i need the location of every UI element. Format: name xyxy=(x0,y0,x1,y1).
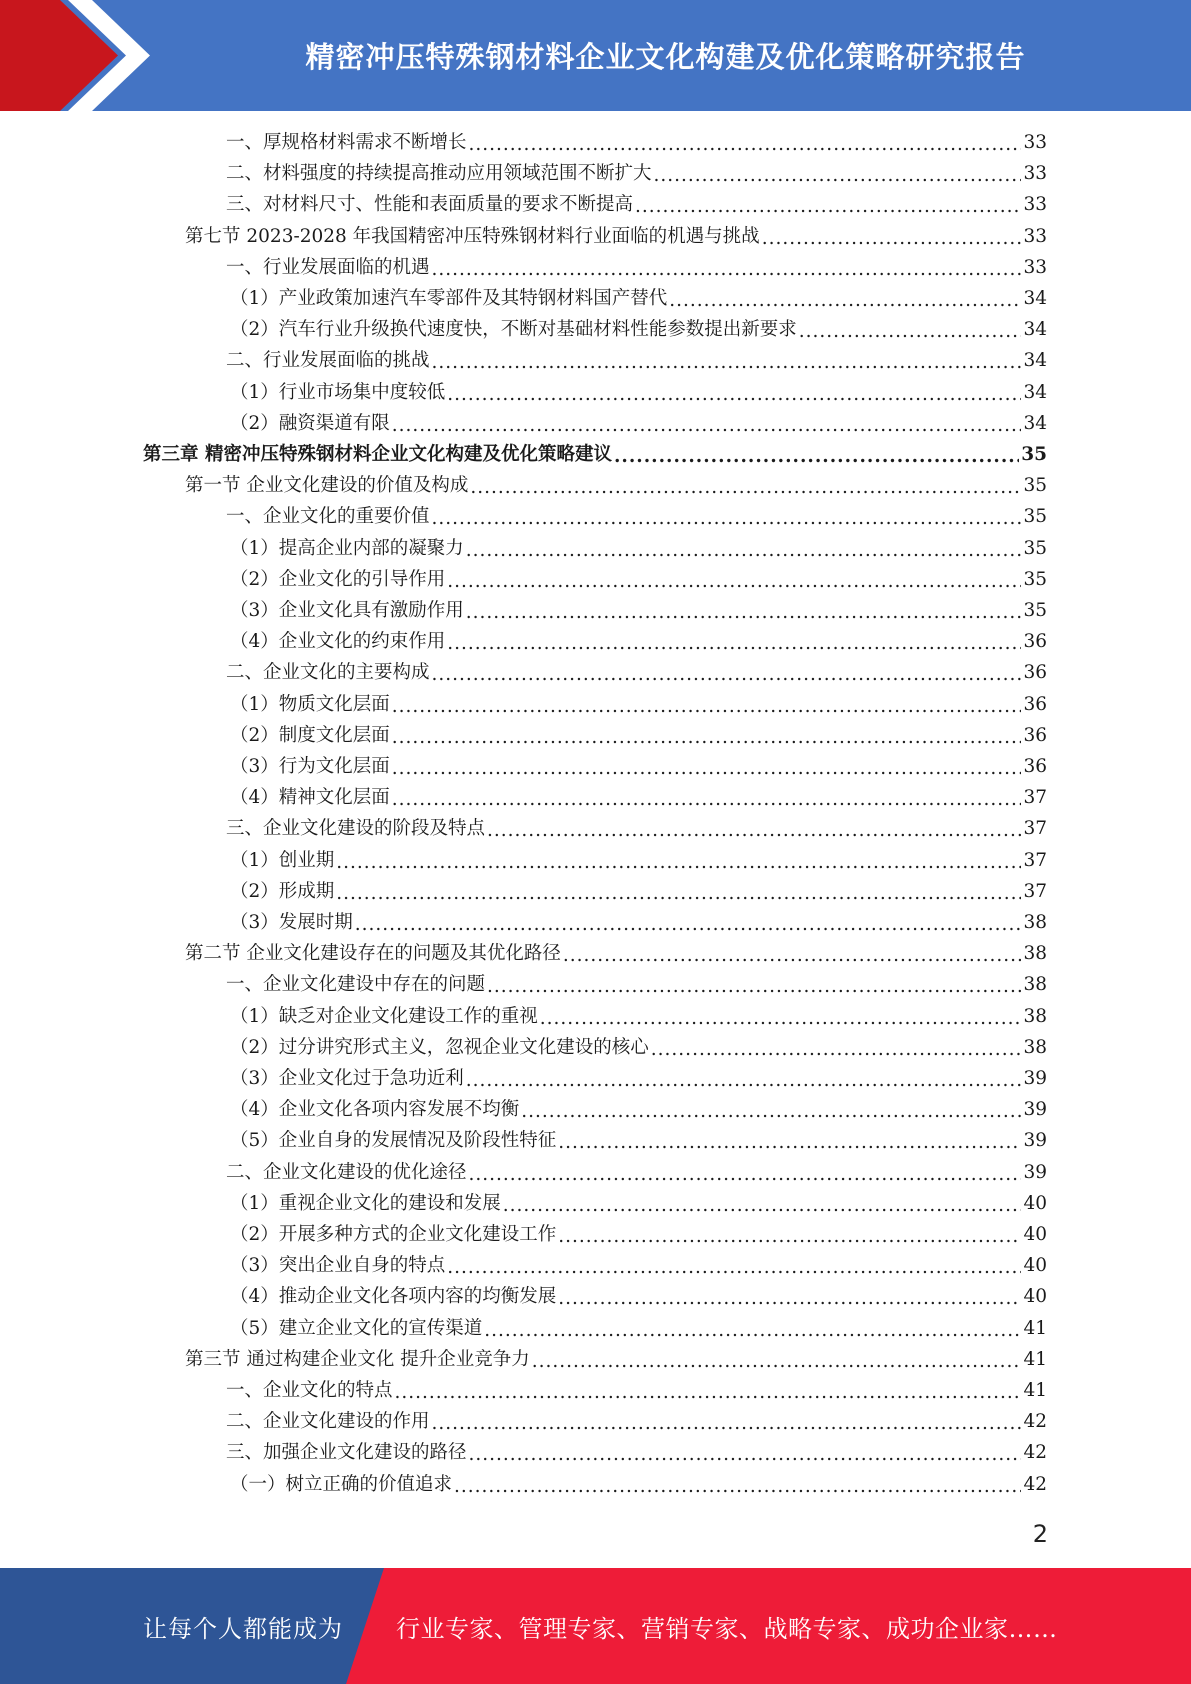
toc-entry-label: （5）建立企业文化的宣传渠道 xyxy=(230,1317,483,1339)
toc-leader-dots xyxy=(669,285,1021,316)
toc-leader-dots xyxy=(466,1065,1022,1096)
toc-leader-dots xyxy=(447,628,1021,659)
toc-leader-dots xyxy=(392,784,1022,815)
toc-entry-label: （2）形成期 xyxy=(230,880,335,902)
toc-entry-page: 39 xyxy=(1023,1099,1047,1121)
toc-entry-page: 38 xyxy=(1023,943,1047,965)
toc-entry-page: 33 xyxy=(1023,225,1047,247)
toc-entry-page: 33 xyxy=(1023,163,1047,185)
toc-entry[interactable] xyxy=(230,283,1047,314)
toc-entry-label: （1）物质文化层面 xyxy=(230,693,390,715)
toc-leader-dots xyxy=(336,847,1021,878)
toc-entry[interactable] xyxy=(230,408,1047,439)
toc-entry-page: 39 xyxy=(1023,1068,1047,1089)
toc-leader-dots xyxy=(432,503,1022,534)
toc-entry-page: 40 xyxy=(1023,1255,1047,1277)
toc-entry-label: 二、企业文化的主要构成 xyxy=(226,662,430,684)
toc-entry-page: 36 xyxy=(1023,662,1047,684)
toc-entry-label: （3）企业文化过于急功近利 xyxy=(230,1068,464,1089)
toc-entry[interactable] xyxy=(230,720,1047,751)
toc-entry-label: 一、企业文化建设中存在的问题 xyxy=(226,974,486,996)
toc-entry-label: （4）企业文化的约束作用 xyxy=(230,631,446,653)
page-footer xyxy=(0,1568,1191,1684)
toc-entry-page: 42 xyxy=(1023,1473,1047,1495)
toc-entry[interactable] xyxy=(226,1375,1047,1406)
page-header xyxy=(0,0,1191,111)
toc-entry-label: （3）行为文化层面 xyxy=(230,756,390,777)
toc-leader-dots xyxy=(466,535,1022,566)
toc-entry[interactable] xyxy=(226,1406,1047,1437)
toc-entry[interactable] xyxy=(230,1125,1047,1156)
toc-entry-label: 三、对材料尺寸、性能和表面质量的要求不断提高 xyxy=(226,194,634,216)
toc-leader-dots xyxy=(432,659,1022,690)
toc-entry[interactable] xyxy=(185,221,1047,252)
toc-entry-label: （1）行业市场集中度较低 xyxy=(230,381,446,403)
toc-leader-dots xyxy=(614,441,1019,472)
toc-leader-dots xyxy=(447,1252,1021,1283)
toc-entry[interactable] xyxy=(230,564,1047,595)
toc-leader-dots xyxy=(558,1283,1021,1314)
toc-entry[interactable] xyxy=(230,1032,1047,1063)
toc-entry-label: （1）创业期 xyxy=(230,849,335,871)
toc-entry-label: （4）推动企业文化各项内容的均衡发展 xyxy=(230,1286,557,1308)
toc-entry[interactable] xyxy=(230,626,1047,657)
toc-entry-page: 35 xyxy=(1023,568,1047,590)
toc-entry[interactable] xyxy=(230,1281,1047,1312)
toc-entry-label: 第一节 企业文化建设的价值及构成 xyxy=(185,475,469,497)
toc-leader-dots xyxy=(469,1159,1022,1190)
toc-entry-label: 二、企业文化建设的优化途径 xyxy=(226,1161,467,1183)
toc-entry[interactable] xyxy=(230,314,1047,345)
toc-entry-page: 37 xyxy=(1023,787,1047,809)
toc-entry-page: 34 xyxy=(1023,319,1047,341)
toc-entry-page: 40 xyxy=(1023,1286,1047,1308)
toc-leader-dots xyxy=(558,1221,1021,1252)
toc-entry[interactable] xyxy=(226,501,1047,532)
toc-leader-dots xyxy=(392,410,1022,441)
toc-entry-label: 一、行业发展面临的机遇 xyxy=(226,256,430,278)
toc-entry-page: 34 xyxy=(1023,350,1047,372)
toc-entry-label: 二、材料强度的持续提高推动应用领域范围不断扩大 xyxy=(226,163,652,185)
toc-entry-label: （4）企业文化各项内容发展不均衡 xyxy=(230,1099,520,1121)
toc-leader-dots xyxy=(762,223,1022,254)
toc-entry[interactable] xyxy=(230,1219,1047,1250)
toc-entry[interactable] xyxy=(226,252,1047,283)
toc-entry-page: 35 xyxy=(1023,506,1047,528)
toc-entry-page: 33 xyxy=(1023,256,1047,278)
toc-leader-dots xyxy=(395,1377,1022,1408)
toc-entry-label: 一、厚规格材料需求不断增长 xyxy=(226,132,467,153)
toc-entry[interactable] xyxy=(230,1313,1047,1344)
toc-leader-dots xyxy=(469,129,1022,160)
toc-entry-page: 35 xyxy=(1021,444,1047,465)
toc-entry-label: （2）制度文化层面 xyxy=(230,724,390,746)
toc-leader-dots xyxy=(484,1315,1021,1346)
toc-entry-page: 33 xyxy=(1023,194,1047,216)
toc-entry-label: 第三章 精密冲压特殊钢材料企业文化构建及优化策略建议 xyxy=(143,444,612,465)
toc-entry[interactable] xyxy=(226,1437,1047,1468)
toc-entry-page: 36 xyxy=(1023,756,1047,777)
toc-entry[interactable] xyxy=(230,533,1047,564)
toc-leader-dots xyxy=(635,191,1021,222)
toc-entry-page: 37 xyxy=(1023,818,1047,840)
toc-entry-label: 第三节 通过构建企业文化 提升企业竞争力 xyxy=(185,1348,530,1370)
toc-leader-dots xyxy=(392,722,1022,753)
toc-leader-dots xyxy=(470,472,1021,503)
toc-entry-label: （2）开展多种方式的企业文化建设工作 xyxy=(230,1224,557,1245)
toc-entry[interactable] xyxy=(226,345,1047,376)
toc-entry-label: （1）重视企业文化的建设和发展 xyxy=(230,1192,501,1214)
toc-entry-label: 一、企业文化的重要价值 xyxy=(226,506,430,528)
toc-entry-page: 40 xyxy=(1023,1224,1047,1245)
toc-entry-page: 39 xyxy=(1023,1130,1047,1152)
report-title: 精密冲压特殊钢材料企业文化构建及优化策略研究报告 xyxy=(305,40,1026,74)
toc-entry-page: 38 xyxy=(1023,912,1047,933)
toc-leader-dots xyxy=(799,316,1022,347)
toc-entry[interactable] xyxy=(230,782,1047,813)
toc-entry-page: 37 xyxy=(1023,880,1047,902)
footer-slogan-right: 行业专家、管理专家、营销专家、战略专家、成功企业家…… xyxy=(396,1614,1058,1643)
toc-leader-dots xyxy=(392,753,1022,784)
toc-entry[interactable] xyxy=(230,907,1047,938)
toc-entry-label: （2）融资渠道有限 xyxy=(230,412,390,434)
toc-entry-label: （2）汽车行业升级换代速度快，不断对基础材料性能参数提出新要求 xyxy=(230,319,797,341)
toc-entry[interactable] xyxy=(230,876,1047,907)
toc-entry-page: 41 xyxy=(1023,1348,1047,1370)
footer-slogan-left: 让每个人都能成为 xyxy=(143,1614,343,1643)
toc-leader-dots xyxy=(503,1190,1022,1221)
toc-entry[interactable] xyxy=(230,1094,1047,1125)
toc-leader-dots xyxy=(432,1408,1022,1439)
toc-entry-label: 三、加强企业文化建设的路径 xyxy=(226,1442,467,1464)
toc-entry[interactable] xyxy=(230,1250,1047,1281)
toc-entry-label: 第二节 企业文化建设存在的问题及其优化路径 xyxy=(185,943,561,965)
toc-entry-page: 36 xyxy=(1023,693,1047,715)
toc-entry-label: （3）发展时期 xyxy=(230,912,353,933)
toc-entry[interactable] xyxy=(230,595,1047,626)
toc-entry-page: 34 xyxy=(1023,412,1047,434)
toc-entry[interactable] xyxy=(226,158,1047,189)
toc-entry-label: 第七节 2023-2028 年我国精密冲压特殊钢材料行业面临的机遇与挑战 xyxy=(185,225,760,247)
toc-entry[interactable] xyxy=(226,189,1047,220)
toc-entry[interactable] xyxy=(185,1344,1047,1375)
toc-entry[interactable] xyxy=(230,1188,1047,1219)
toc-entry[interactable] xyxy=(230,1469,1047,1500)
toc-leader-dots xyxy=(447,566,1021,597)
toc-leader-dots xyxy=(654,160,1022,191)
toc-leader-dots xyxy=(355,909,1022,940)
toc-entry[interactable] xyxy=(185,470,1047,501)
page-number: 2 xyxy=(1032,1520,1048,1548)
toc-entry-page: 33 xyxy=(1023,132,1047,153)
toc-entry-label: （3）突出企业自身的特点 xyxy=(230,1255,446,1277)
toc-entry-page: 42 xyxy=(1023,1411,1047,1433)
toc-entry[interactable] xyxy=(226,969,1047,1000)
toc-entry[interactable] xyxy=(143,439,1047,470)
toc-leader-dots xyxy=(532,1346,1022,1377)
toc-leader-dots xyxy=(469,1439,1022,1470)
toc-leader-dots xyxy=(447,379,1021,410)
toc-entry-page: 42 xyxy=(1023,1442,1047,1464)
toc-entry-label: （1）缺乏对企业文化建设工作的重视 xyxy=(230,1005,538,1027)
toc-entry-page: 35 xyxy=(1023,475,1047,497)
toc-entry-page: 37 xyxy=(1023,849,1047,871)
toc-leader-dots xyxy=(540,1003,1022,1034)
toc-leader-dots xyxy=(432,347,1022,378)
toc-entry-label: （4）精神文化层面 xyxy=(230,787,390,809)
toc-entry-page: 34 xyxy=(1023,288,1047,309)
toc-leader-dots xyxy=(487,971,1021,1002)
toc-entry[interactable] xyxy=(230,1001,1047,1032)
toc-entry-page: 34 xyxy=(1023,381,1047,403)
toc-leader-dots xyxy=(521,1096,1021,1127)
toc-leader-dots xyxy=(558,1127,1021,1158)
toc-entry-label: （1）提高企业内部的凝聚力 xyxy=(230,537,464,559)
toc-entry[interactable] xyxy=(230,1063,1047,1094)
toc-entry[interactable] xyxy=(226,127,1047,158)
toc-leader-dots xyxy=(454,1471,1021,1502)
toc-entry[interactable] xyxy=(226,1157,1047,1188)
toc-entry-page: 35 xyxy=(1023,600,1047,621)
toc-entry-page: 36 xyxy=(1023,631,1047,653)
toc-entry-page: 38 xyxy=(1023,1036,1047,1058)
header-chevron-decoration xyxy=(0,0,160,111)
toc-leader-dots xyxy=(651,1034,1022,1065)
toc-entry-page: 35 xyxy=(1023,537,1047,559)
toc-entry-page: 38 xyxy=(1023,1005,1047,1027)
toc-entry-label: 二、企业文化建设的作用 xyxy=(226,1411,430,1433)
toc-entry[interactable] xyxy=(185,938,1047,969)
toc-entry[interactable] xyxy=(230,845,1047,876)
toc-entry-page: 41 xyxy=(1023,1317,1047,1339)
toc-entry-label: （2）过分讲究形式主义，忽视企业文化建设的核心 xyxy=(230,1036,649,1058)
toc-entry-label: （5）企业自身的发展情况及阶段性特征 xyxy=(230,1130,557,1152)
toc-leader-dots xyxy=(487,815,1021,846)
toc-entry-label: （3）企业文化具有激励作用 xyxy=(230,600,464,621)
toc-leader-dots xyxy=(336,878,1021,909)
toc-entry-page: 36 xyxy=(1023,724,1047,746)
toc-entry[interactable] xyxy=(230,751,1047,782)
toc-entry[interactable] xyxy=(230,377,1047,408)
toc-entry-label: （一）树立正确的价值追求 xyxy=(230,1473,453,1495)
toc-entry-label: 三、企业文化建设的阶段及特点 xyxy=(226,818,486,840)
toc-entry-label: （1）产业政策加速汽车零部件及其特钢材料国产替代 xyxy=(230,288,668,309)
toc-entry-label: 一、企业文化的特点 xyxy=(226,1380,393,1401)
toc-entry[interactable] xyxy=(226,657,1047,688)
toc-entry-page: 41 xyxy=(1023,1380,1047,1401)
toc-leader-dots xyxy=(466,597,1022,628)
toc-entry-page: 38 xyxy=(1023,974,1047,996)
toc-entry-page: 40 xyxy=(1023,1192,1047,1214)
toc-entry-label: （2）企业文化的引导作用 xyxy=(230,568,446,590)
toc-entry[interactable] xyxy=(230,689,1047,720)
toc-leader-dots xyxy=(432,254,1022,285)
toc-entry-label: 二、行业发展面临的挑战 xyxy=(226,350,430,372)
toc-leader-dots xyxy=(392,691,1022,722)
toc-entry-page: 39 xyxy=(1023,1161,1047,1183)
toc-leader-dots xyxy=(563,940,1022,971)
toc-entry[interactable] xyxy=(226,813,1047,844)
